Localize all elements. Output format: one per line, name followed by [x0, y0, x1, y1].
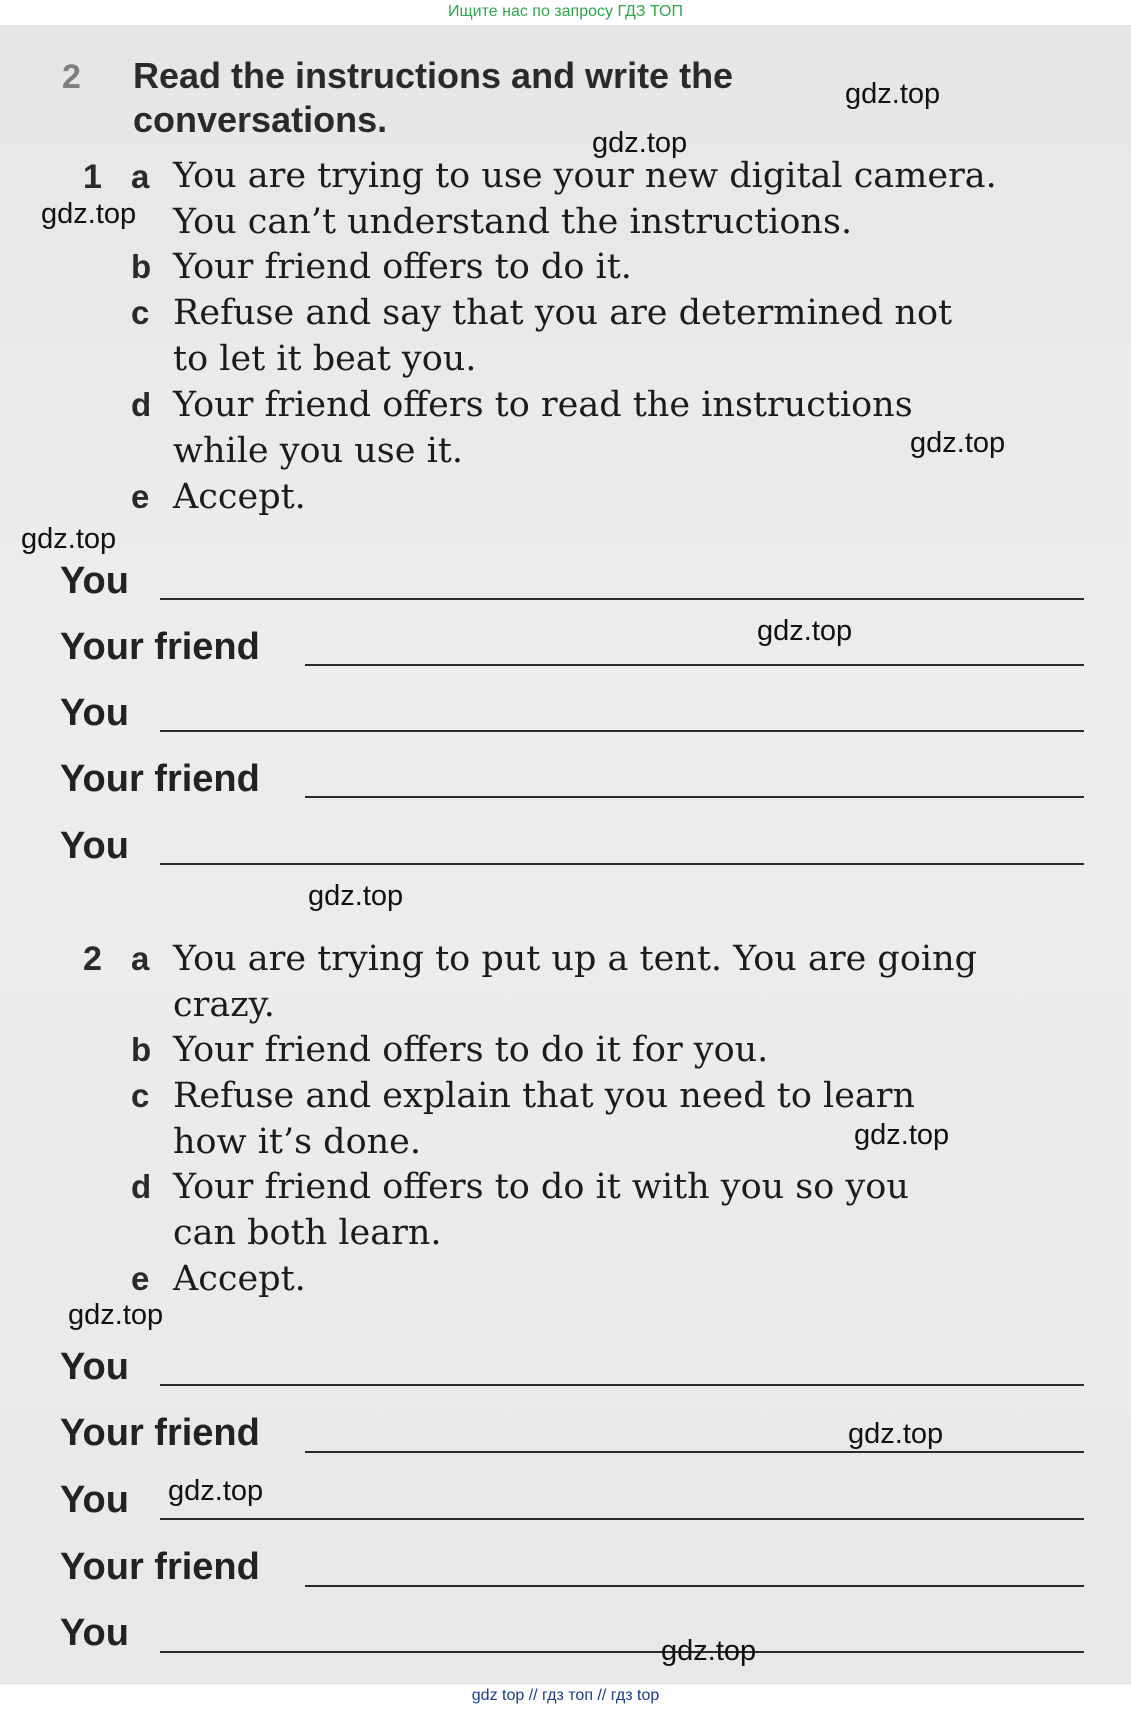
instruction-text: [173, 244, 1093, 290]
watermark-text: gdz.top: [308, 880, 404, 912]
instruction-line: You are trying to put up a tent. You are going: [173, 939, 978, 979]
answer-line[interactable]: [160, 1384, 1084, 1386]
instruction-line: Refuse and say that you are determined not: [173, 293, 953, 333]
instruction-line: can both learn.: [173, 1213, 442, 1253]
item-letter: c: [131, 1077, 150, 1114]
watermark-text: gdz.top: [41, 198, 137, 230]
instruction-line: Your friend offers to do it.: [173, 247, 632, 287]
instruction-text: [173, 936, 1093, 1028]
item-letter: e: [131, 1260, 150, 1297]
watermark-text: gdz.top: [168, 1475, 264, 1507]
instruction-line: to let it beat you.: [173, 339, 477, 379]
exercise-title-line: conversations.: [133, 99, 388, 140]
instruction-line: Accept.: [173, 1259, 306, 1299]
answer-line[interactable]: [305, 664, 1084, 666]
answer-line[interactable]: [305, 1451, 1084, 1453]
instruction-line: Your friend offers to read the instructions: [173, 385, 913, 425]
watermark-text: gdz.top: [661, 1635, 757, 1667]
watermark-text: gdz.top: [910, 427, 1006, 459]
speaker-label-you: You: [60, 692, 129, 734]
instruction-text: [173, 153, 1093, 245]
instruction-line: You can’t understand the instructions.: [173, 202, 853, 242]
item-letter: b: [131, 1031, 152, 1068]
answer-line[interactable]: [160, 598, 1084, 600]
speaker-label-friend: Your friend: [60, 1412, 260, 1454]
answer-line[interactable]: [160, 1518, 1084, 1520]
speaker-label-you: You: [60, 560, 129, 602]
instruction-line: You are trying to use your new digital camera.: [173, 156, 997, 196]
item-letter: d: [131, 386, 152, 423]
watermark-text: gdz.top: [757, 615, 853, 647]
bottom-banner[interactable]: gdz top // гдз топ // гдз top: [0, 1685, 1131, 1710]
instruction-text: [173, 1164, 1093, 1256]
watermark-text: gdz.top: [21, 523, 117, 555]
speaker-label-you: You: [60, 825, 129, 867]
watermark-text: gdz.top: [854, 1119, 950, 1151]
item-letter: e: [131, 478, 150, 515]
answer-line[interactable]: [160, 863, 1084, 865]
item-letter: a: [131, 940, 150, 977]
answer-line[interactable]: [160, 730, 1084, 732]
speaker-label-friend: Your friend: [60, 758, 260, 800]
speaker-label-friend: Your friend: [60, 1546, 260, 1588]
speaker-label-you: You: [60, 1346, 129, 1388]
instruction-line: how it’s done.: [173, 1122, 422, 1162]
speaker-label-friend: Your friend: [60, 626, 260, 668]
item-letter: c: [131, 294, 150, 331]
watermark-text: gdz.top: [848, 1418, 944, 1450]
answer-line[interactable]: [160, 1651, 1084, 1653]
instruction-text: [173, 290, 1093, 382]
speaker-label-you: You: [60, 1612, 129, 1654]
instruction-line: while you use it.: [173, 431, 463, 471]
answer-line[interactable]: [305, 1585, 1084, 1587]
instruction-line: Your friend offers to do it for you.: [173, 1030, 769, 1070]
instruction-text: [173, 1073, 1093, 1165]
exercise-title: [133, 54, 833, 142]
instruction-line: crazy.: [173, 985, 275, 1025]
item-letter: b: [131, 248, 152, 285]
answer-line[interactable]: [305, 796, 1084, 798]
speaker-label-you: You: [60, 1479, 129, 1521]
instruction-text: [173, 1027, 1093, 1073]
instruction-line: Your friend offers to do it with you so you: [173, 1167, 909, 1207]
item-letter: a: [131, 158, 150, 195]
instruction-line: Accept.: [173, 477, 306, 517]
instruction-text: [173, 1256, 1093, 1302]
task-number: 2: [83, 940, 102, 978]
watermark-text: gdz.top: [68, 1299, 164, 1331]
watermark-text: gdz.top: [592, 127, 688, 159]
watermark-text: gdz.top: [845, 78, 941, 110]
instruction-text: [173, 474, 1093, 520]
instruction-line: Refuse and explain that you need to learn: [173, 1076, 916, 1116]
exercise-number: 2: [62, 58, 81, 96]
item-letter: d: [131, 1168, 152, 1205]
exercise-title-line: Read the instructions and write the: [133, 55, 734, 96]
top-banner[interactable]: Ищите нас по запросу ГДЗ ТОП: [0, 0, 1131, 25]
task-number: 1: [83, 158, 102, 196]
